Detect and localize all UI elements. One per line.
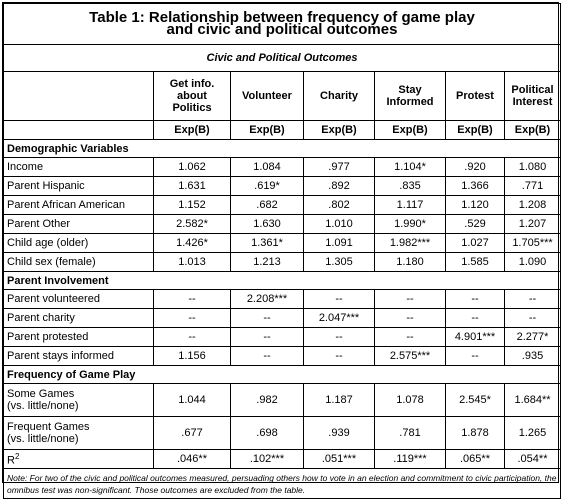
cell-value: 2.582* <box>154 215 231 234</box>
cell-value: -- <box>154 328 231 347</box>
table-row <box>4 196 561 215</box>
cell-value: 2.575*** <box>375 347 446 366</box>
row-label: Parent volunteered <box>4 290 154 309</box>
title-row <box>4 4 561 45</box>
row-label: Parent stays informed <box>4 347 154 366</box>
column-header-row <box>4 72 561 121</box>
cell-value: 1.366 <box>446 177 505 196</box>
row-label-main: Frequent Games <box>7 421 90 433</box>
r2-row <box>4 450 561 469</box>
cell-value: 1.013 <box>154 253 231 272</box>
header-blank <box>4 72 154 121</box>
cell-value: 2.047*** <box>304 309 375 328</box>
row-label-sub: (vs. little/none) <box>7 400 79 412</box>
title-line-2: and civic and political outcomes <box>166 21 398 38</box>
cell-value: -- <box>154 290 231 309</box>
cell-value: .698 <box>231 417 304 450</box>
exp-label: Exp(B) <box>304 121 375 140</box>
r2-label <box>4 450 154 469</box>
cell-value: 1.062 <box>154 158 231 177</box>
cell-value: .802 <box>304 196 375 215</box>
cell-value: 1.305 <box>304 253 375 272</box>
cell-value: 1.187 <box>304 384 375 417</box>
cell-value: 1.361* <box>231 234 304 253</box>
column-header: Get info. about Politics <box>154 72 231 121</box>
cell-value: 1.426* <box>154 234 231 253</box>
cell-value: .677 <box>154 417 231 450</box>
cell-value: 1.084 <box>231 158 304 177</box>
table-title <box>4 4 561 45</box>
cell-value: -- <box>231 328 304 347</box>
cell-value: 1.027 <box>446 234 505 253</box>
cell-value: .977 <box>304 158 375 177</box>
cell-value: -- <box>446 347 505 366</box>
cell-value: 1.878 <box>446 417 505 450</box>
column-header: Protest <box>446 72 505 121</box>
note-row <box>4 469 561 499</box>
cell-value: .835 <box>375 177 446 196</box>
cell-value: .920 <box>446 158 505 177</box>
cell-value: 2.545* <box>446 384 505 417</box>
row-label: Parent African American <box>4 196 154 215</box>
column-header: Charity <box>304 72 375 121</box>
table-row <box>4 290 561 309</box>
cell-value: 1.213 <box>231 253 304 272</box>
row-label: Child age (older) <box>4 234 154 253</box>
cell-value: .982 <box>231 384 304 417</box>
row-label: Parent Other <box>4 215 154 234</box>
cell-value: -- <box>231 309 304 328</box>
cell-value: 1.265 <box>505 417 561 450</box>
cell-value: -- <box>375 309 446 328</box>
exp-blank <box>4 121 154 140</box>
table-row <box>4 177 561 196</box>
table-row <box>4 158 561 177</box>
cell-value: .619* <box>231 177 304 196</box>
table-row <box>4 347 561 366</box>
cell-value: 1.091 <box>304 234 375 253</box>
exp-label: Exp(B) <box>231 121 304 140</box>
cell-value: 1.207 <box>505 215 561 234</box>
table-row <box>4 417 561 450</box>
cell-value: 1.152 <box>154 196 231 215</box>
cell-value: -- <box>304 347 375 366</box>
table-subtitle: Civic and Political Outcomes <box>4 45 561 72</box>
results-table <box>3 3 561 499</box>
cell-value: 1.120 <box>446 196 505 215</box>
cell-value: .781 <box>375 417 446 450</box>
section-row <box>4 366 561 384</box>
cell-value: -- <box>505 290 561 309</box>
cell-value: 1.104* <box>375 158 446 177</box>
cell-value: 1.684** <box>505 384 561 417</box>
row-label: Parent Hispanic <box>4 177 154 196</box>
cell-value: 1.044 <box>154 384 231 417</box>
row-label: Parent protested <box>4 328 154 347</box>
subtitle-row <box>4 45 561 72</box>
exp-row <box>4 121 561 140</box>
cell-value: .892 <box>304 177 375 196</box>
cell-value: 4.901*** <box>446 328 505 347</box>
row-label: Income <box>4 158 154 177</box>
column-header: Stay Informed <box>375 72 446 121</box>
cell-value: 1.117 <box>375 196 446 215</box>
cell-value: .046** <box>154 450 231 469</box>
cell-value: 1.010 <box>304 215 375 234</box>
cell-value: 1.180 <box>375 253 446 272</box>
title-line-1: Table 1: Relationship between frequency of game play <box>89 9 475 26</box>
r2-base: R <box>7 454 15 467</box>
table-row <box>4 215 561 234</box>
table-row <box>4 253 561 272</box>
section-title: Demographic Variables <box>4 140 561 158</box>
exp-label: Exp(B) <box>446 121 505 140</box>
section-row <box>4 140 561 158</box>
cell-value: 1.990* <box>375 215 446 234</box>
table-row <box>4 384 561 417</box>
section-title: Frequency of Game Play <box>4 366 561 384</box>
cell-value: -- <box>231 347 304 366</box>
cell-value: .054** <box>505 450 561 469</box>
cell-value: .529 <box>446 215 505 234</box>
table-row <box>4 309 561 328</box>
cell-value: 1.705*** <box>505 234 561 253</box>
cell-value: 1.078 <box>375 384 446 417</box>
table-row <box>4 328 561 347</box>
cell-value: 1.208 <box>505 196 561 215</box>
cell-value: 2.208*** <box>231 290 304 309</box>
cell-value: 1.982*** <box>375 234 446 253</box>
row-label: Parent charity <box>4 309 154 328</box>
cell-value: .682 <box>231 196 304 215</box>
cell-value: -- <box>505 309 561 328</box>
row-label-sub: (vs. little/none) <box>7 433 79 445</box>
cell-value: .102*** <box>231 450 304 469</box>
exp-label: Exp(B) <box>375 121 446 140</box>
section-row <box>4 272 561 290</box>
cell-value: -- <box>375 290 446 309</box>
row-label <box>4 417 154 450</box>
cell-value: .771 <box>505 177 561 196</box>
cell-value: .935 <box>505 347 561 366</box>
row-label-main: Some Games <box>7 388 75 400</box>
cell-value: 1.585 <box>446 253 505 272</box>
column-header: Political Interest <box>505 72 561 121</box>
cell-value: 1.090 <box>505 253 561 272</box>
cell-value: -- <box>446 309 505 328</box>
cell-value: .119*** <box>375 450 446 469</box>
cell-value: -- <box>375 328 446 347</box>
cell-value: 1.631 <box>154 177 231 196</box>
section-title: Parent Involvement <box>4 272 561 290</box>
table-row <box>4 234 561 253</box>
exp-label: Exp(B) <box>505 121 561 140</box>
table-frame <box>2 2 559 495</box>
cell-value: 1.156 <box>154 347 231 366</box>
cell-value: .051*** <box>304 450 375 469</box>
cell-value: -- <box>304 290 375 309</box>
r2-sup: 2 <box>14 452 20 462</box>
column-header: Volunteer <box>231 72 304 121</box>
cell-value: 2.277* <box>505 328 561 347</box>
cell-value: -- <box>446 290 505 309</box>
table-note: Note: For two of the civic and political outcomes measured, persuading others how to vote in an election and commitment to civic participation, the omnibus test was non-significant. Those outcomes are excluded from the table. <box>4 469 561 499</box>
cell-value: -- <box>304 328 375 347</box>
cell-value: -- <box>154 309 231 328</box>
row-label <box>4 384 154 417</box>
cell-value: 1.630 <box>231 215 304 234</box>
row-label: Child sex (female) <box>4 253 154 272</box>
cell-value: 1.080 <box>505 158 561 177</box>
cell-value: .065** <box>446 450 505 469</box>
cell-value: .939 <box>304 417 375 450</box>
exp-label: Exp(B) <box>154 121 231 140</box>
